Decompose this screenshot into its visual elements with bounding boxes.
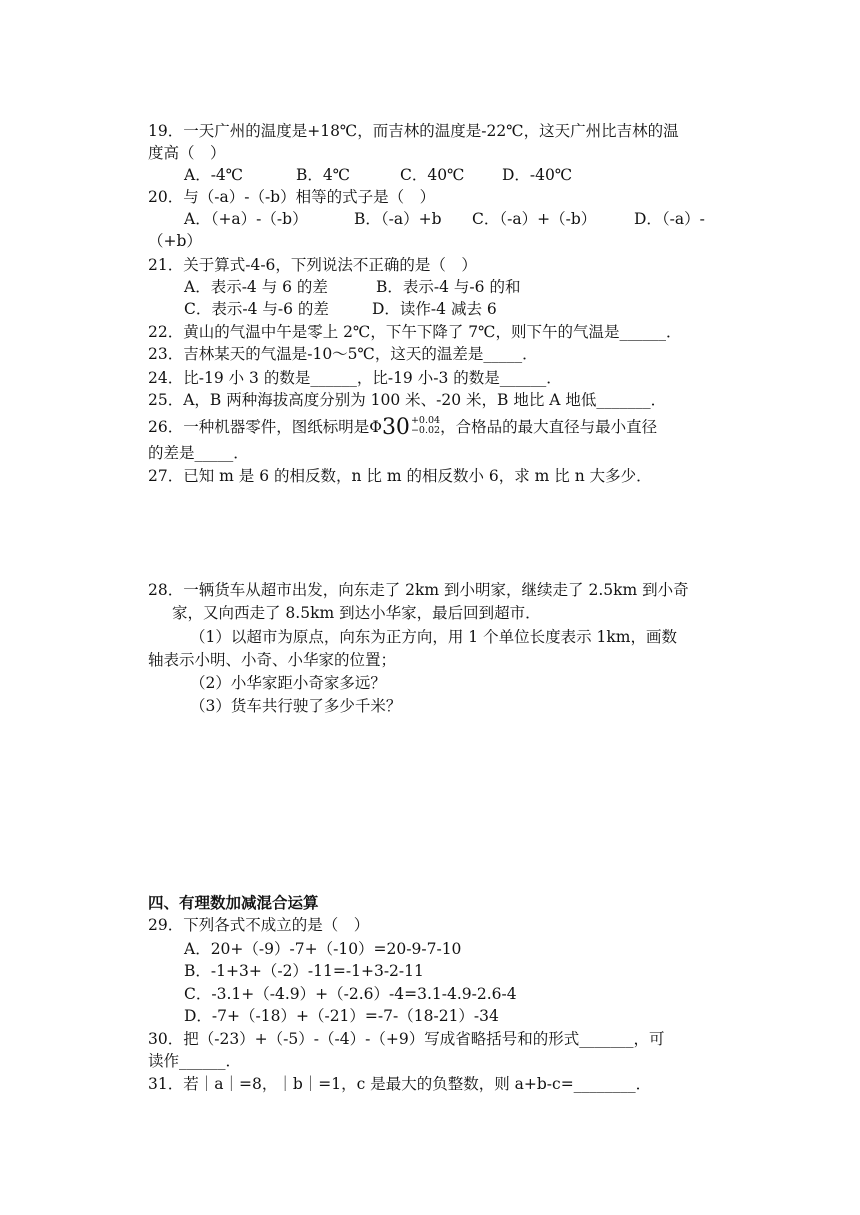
q28-part3: （3）货车共行驶了多少千米？ — [190, 697, 402, 715]
q28-line1: 28．一辆货车从超市出发，向东走了 2km 到小明家，继续走了 2.5km 到小奇 — [148, 581, 689, 599]
q30-line2: 读作______． — [148, 1052, 242, 1070]
q29-option-c: C．-3.1+（-4.9）+（-2.6）-4=3.1-4.9-2.6-4 — [184, 985, 517, 1003]
q21-line1: 21．关于算式-4-6，下列说法不正确的是（ ） — [148, 256, 477, 274]
q20-line3: （+b） — [148, 232, 202, 250]
q20-option-c: C．（-a）+（-b） — [472, 210, 597, 228]
q21-option-b: B．表示-4 与-6 的和 — [376, 278, 521, 296]
q20-line1: 20．与（-a）-（-b）相等的式子是（ ） — [148, 188, 436, 206]
q26-tolerance — [411, 416, 440, 436]
q29-option-d: D．-7+（-18）+（-21）=-7-（18-21）-34 — [184, 1007, 499, 1025]
q26-tolerance-lower: −0.02 — [410, 425, 441, 436]
q29-option-b: B．-1+3+（-2）-11=-1+3-2-11 — [184, 962, 424, 980]
q26-prefix: 26．一种机器零件，图纸标明是Φ — [148, 418, 382, 436]
q25-text: 25．A，B 两种海拔高度分别为 100 米、-20 米，B 地比 A 地低_______． — [148, 391, 667, 409]
q19-line1: 19．一天广州的温度是+18℃，而吉林的温度是-22℃，这天广州比吉林的温 — [148, 122, 679, 140]
q19-option-a: A．-4℃ — [184, 166, 244, 184]
q22-text: 22．黄山的气温中午是零上 2℃，下午下降了 7℃，则下午的气温是______． — [148, 323, 682, 341]
q26-base: 30 — [381, 415, 410, 440]
q29-option-a: A．20+（-9）-7+（-10）=20-9-7-10 — [184, 940, 462, 958]
q19-option-d: D．-40℃ — [502, 166, 573, 184]
q24-text: 24．比-19 小 3 的数是______，比-19 小-3 的数是______． — [148, 369, 562, 387]
q26-suffix: ，合格品的最大直径与最小直径 — [440, 418, 658, 436]
q28-part2: （2）小华家距小奇家多远？ — [190, 674, 386, 692]
q19-option-c: C．40℃ — [400, 166, 465, 184]
q26-line1 — [148, 413, 657, 442]
q30-line1: 30．把（-23）+（-5）-（-4）-（+9）写成省略括号和的形式_______，可 — [148, 1030, 665, 1048]
q20-option-d: D．（-a）- — [634, 210, 705, 228]
q21-option-c: C．表示-4 与-6 的差 — [184, 300, 329, 318]
q19-option-b: B．4℃ — [296, 166, 351, 184]
q27-text: 27．已知 m 是 6 的相反数，n 比 m 的相反数小 6，求 m 比 n 大多少． — [148, 467, 652, 485]
q19-line2: 度高（ ） — [148, 144, 226, 162]
q28-part1-line2: 轴表示小明、小奇、小华家的位置； — [148, 651, 397, 669]
q21-option-d: D．读作-4 减去 6 — [372, 300, 497, 318]
q28-line2: 家，又向西走了 8.5km 到达小华家，最后回到超市． — [172, 604, 541, 622]
q23-text: 23．吉林某天的气温是-10～5℃，这天的温差是_____． — [148, 345, 538, 363]
section-heading: 四、有理数加减混合运算 — [148, 894, 319, 912]
q26-line2: 的差是_____． — [148, 444, 249, 462]
q26-tolerance-upper: +0.04 — [410, 415, 441, 426]
q20-option-b: B．（-a）+b — [354, 210, 442, 228]
q29-line1: 29．下列各式不成立的是（ ） — [148, 916, 370, 934]
q20-option-a: A．（+a）-（-b） — [184, 210, 308, 228]
q31-text: 31．若｜a｜=8，｜b｜=1，c 是最大的负整数，则 a+b-c=________． — [148, 1075, 652, 1093]
q28-part1-line1: （1）以超市为原点，向东为正方向，用 1 个单位长度表示 1km，画数 — [190, 628, 677, 646]
q21-option-a: A．表示-4 与 6 的差 — [184, 278, 328, 296]
